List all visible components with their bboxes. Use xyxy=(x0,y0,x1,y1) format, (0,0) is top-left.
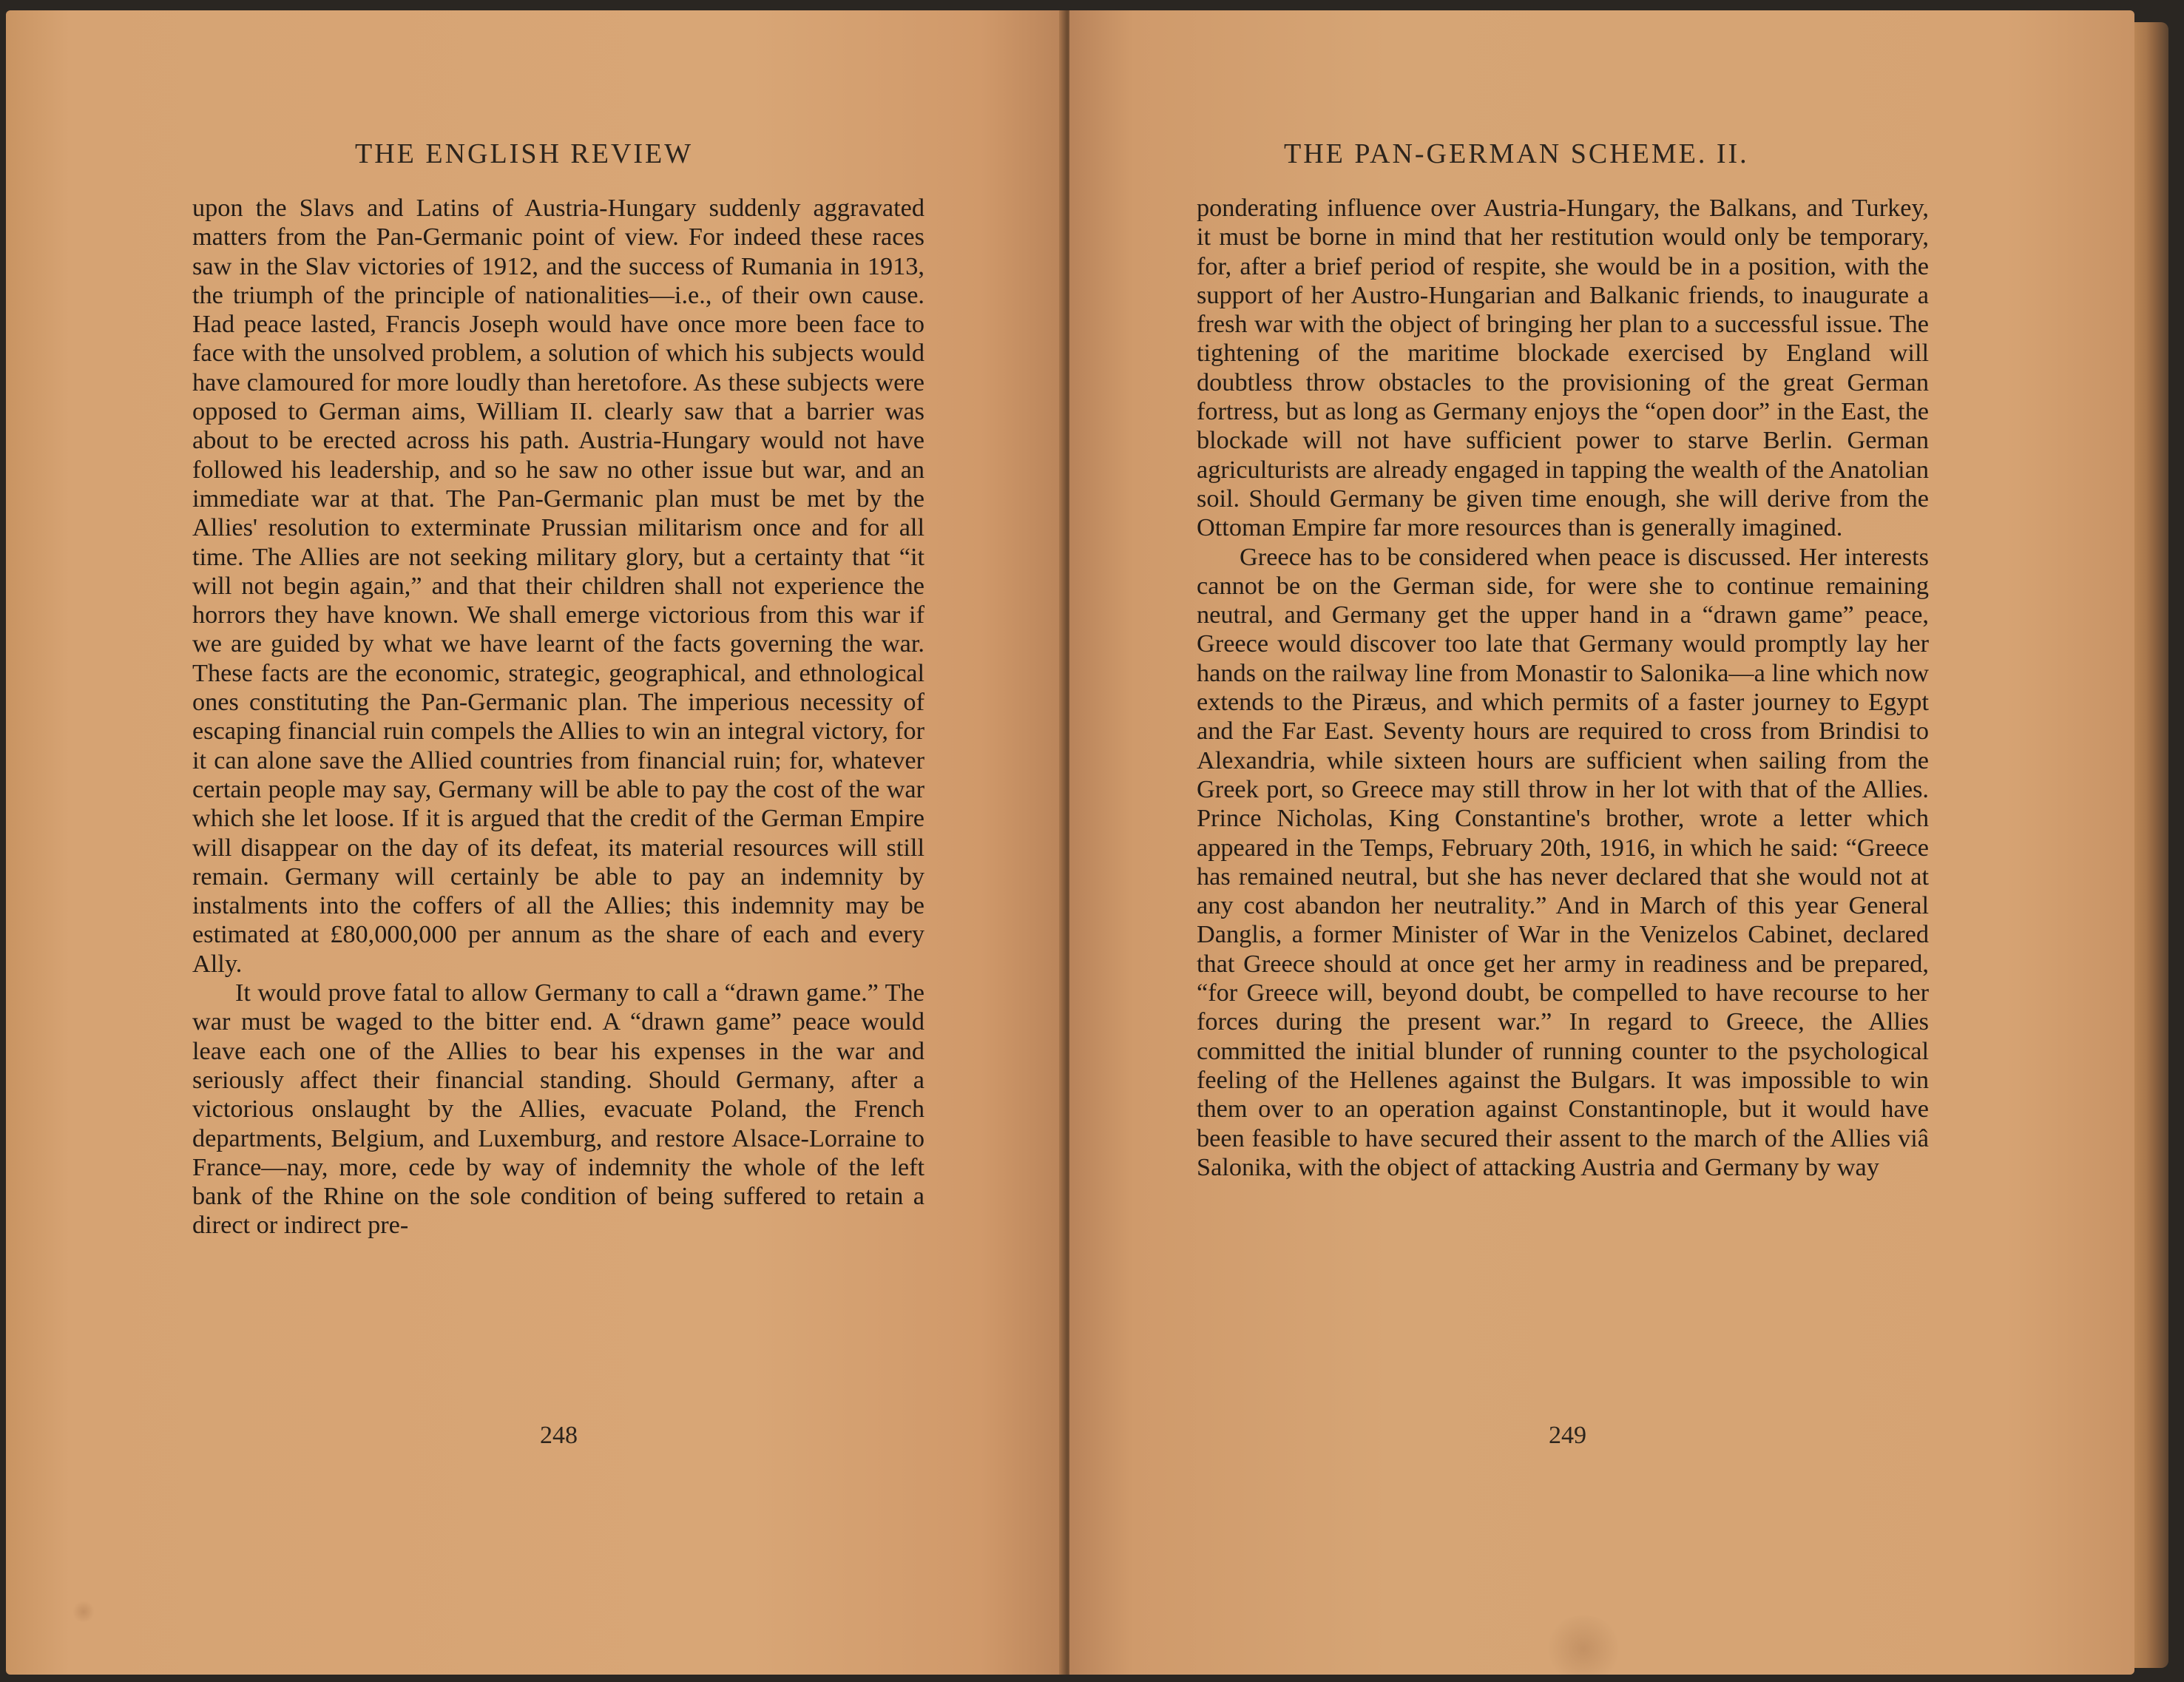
paragraph: upon the Slavs and Latins of Austria-Hungary suddenly aggravated matters from the Pan-Germanic point of view. For indeed these races saw in the Slav victories of 1912, and the success of Rumania in 1913, the triumph of the principle of nationalities—i.e., of their own cause. Had peace lasted, Francis Joseph would have once more been face to face with the unsolved problem, a solution of which his subjects would have clamoured for more loudly than heretofore. As these subjects were opposed to German aims, William II. clearly saw that a barrier was about to be erected across his path. Austria-Hungary would not have followed his leadership, and so he saw no other issue but war, and an immediate war at that. The Pan-Germanic plan must be met by the Allies' resolution to exterminate Prussian militarism once and for all time. The Allies are not seeking military glory, but a certainty that “it will not begin again,” and that their children shall not experience the horrors they have known. We shall emerge victorious from this war if we are guided by what we have learnt of the facts governing the war. These facts are the economic, strategic, geographical, and ethnological ones constituting the Pan-Germanic plan. The imperious necessity of escaping financial ruin compels the Allies to win an integral victory, for it can alone save the Allied countries from financial ruin; for, whatever certain people may say, Germany will be able to pay the cost of the war which she let loose. If it is argued that the credit of the German Empire will disappear on the day of its defeat, its material resources will still remain. Germany will certainly be able to pay an indemnity by instalments into the coffers of all the Allies; this indemnity may be estimated at £80,000,000 per annum as the share of each and every Ally. xyxy=(192,194,924,978)
left-page xyxy=(6,10,1065,1675)
paper-stain xyxy=(1543,1615,1624,1675)
paper-stain xyxy=(72,1601,95,1623)
right-page-text xyxy=(1197,194,1929,1422)
running-head-left: THE ENGLISH REVIEW xyxy=(355,138,694,169)
paragraph: It would prove fatal to allow Germany to call a “drawn game.” The war must be waged to the bitter end. A “drawn game” peace would leave each one of the Allies to bear his expenses in the war and seriously affect their financial standing. Should Germany, after a victorious onslaught by the Allies, evacuate Poland, the French departments, Belgium, and Luxemburg, and restore Alsace-Lorraine to France—nay, more, cede by way of indemnity the whole of the left bank of the Rhine on the sole condition of being suffered to retain a direct or indirect pre- xyxy=(192,979,924,1240)
running-head-right: THE PAN-GERMAN SCHEME. II. xyxy=(1284,138,1749,169)
paragraph: ponderating influence over Austria-Hungary, the Balkans, and Turkey, it must be borne in mind that her restitution would only be temporary, for, after a brief period of respite, she would be in a position, with the support of her Austro-Hungarian and Balkanic friends, to inaugurate a fresh war with the object of bringing her plan to a successful issue. The tightening of the maritime blockade exercised by England will doubtless throw obstacles to the provisioning of the great German fortress, but as long as Germany enjoys the “open door” in the East, the blockade will not have sufficient power to starve Berlin. German agriculturists are already engaged in tapping the wealth of the Anatolian soil. Should Germany be given time enough, she will derive from the Ottoman Empire far more resources than is generally imagined. xyxy=(1197,194,1929,542)
paragraph: Greece has to be considered when peace is discussed. Her interests cannot be on the German side, for were she to continue remaining neutral, and Germany get the upper hand in a “drawn game” peace, Greece would discover too late that Germany would promptly lay her hands on the railway line from Monastir to Salonika—a line which now extends to the Piræus, and which permits of a faster journey to Egypt and the Far East. Seventy hours are required to cross from Brindisi to Alexandria, while sixteen hours are sufficient when sailing from the Greek port, so Greece may still throw in her lot with that of the Allies. Prince Nicholas, King Constantine's brother, wrote a letter which appeared in the Temps, February 20th, 1916, in which he said: “Greece has remained neutral, but she has never declared that she would not at any cost abandon her neutrality.” And in March of this year General Danglis, a former Minister of War in the Venizelos Cabinet, declared that Greece should at once get her army in readiness and be prepared, “for Greece will, beyond doubt, be compelled to have recourse to her forces during the present war.” In regard to Greece, the Allies committed the initial blunder of running counter to the psychological feeling of the Hellenes against the Bulgars. It was impossible to win them over to an operation against Constantinople, but it would have been feasible to have secured their assent to the march of the Allies viâ Salonika, with the object of attacking Austria and Germany by way xyxy=(1197,542,1929,1181)
page-number-right: 249 xyxy=(1549,1422,1586,1449)
page-number-left: 248 xyxy=(540,1422,578,1449)
right-page xyxy=(1069,10,2134,1675)
page-block-edge xyxy=(2134,22,2168,1668)
left-page-text xyxy=(192,194,924,1422)
